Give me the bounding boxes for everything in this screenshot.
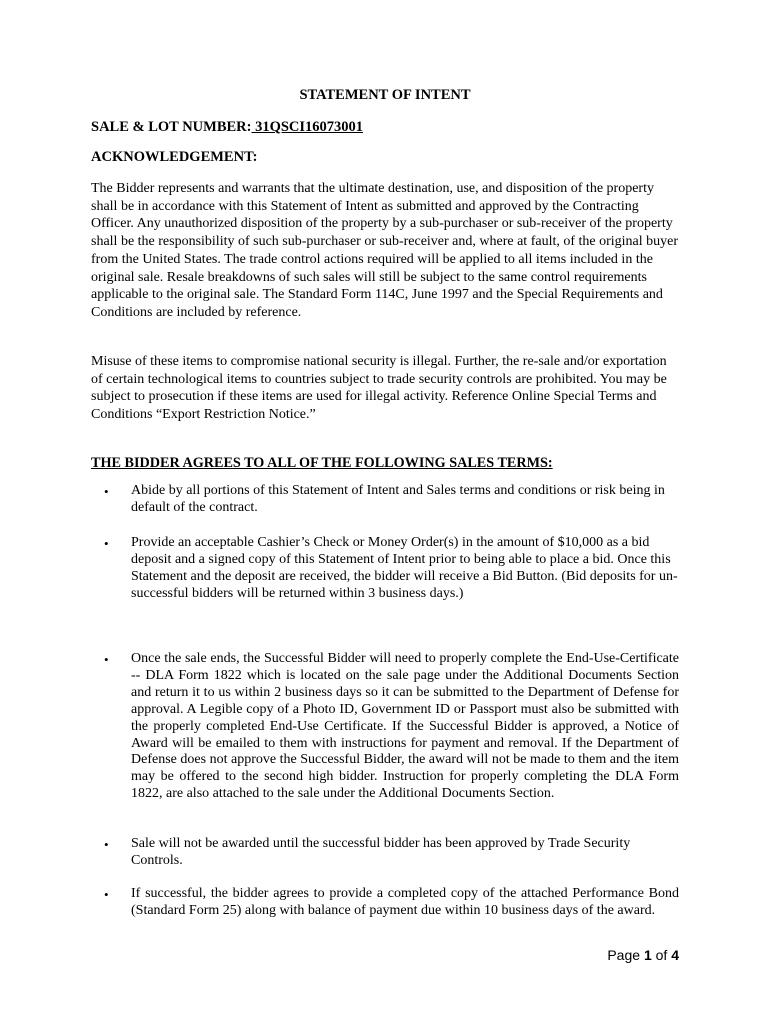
page-number-footer (607, 946, 679, 964)
bullet-icon: • (104, 652, 109, 667)
sales-terms-heading: THE BIDDER AGREES TO ALL OF THE FOLLOWING SALES TERMS: (91, 455, 553, 471)
sale-lot-number: 31QSCI16073001 (251, 119, 364, 135)
bullet-icon: • (104, 887, 109, 902)
document-title: STATEMENT OF INTENT (299, 87, 471, 103)
current-page-number: 1 (643, 947, 652, 963)
term-text: Sale will not be awarded until the successful bidder has been approved by Trade Security Controls. (131, 836, 631, 868)
term-text: Abide by all portions of this Statement of Intent and Sales terms and conditions or risk being in default of the contract. (131, 483, 665, 515)
sale-lot-line (91, 118, 363, 136)
total-pages-number: 4 (671, 947, 679, 963)
of-word: of (651, 947, 672, 963)
sale-lot-label: SALE & LOT NUMBER: (91, 119, 252, 135)
bullet-icon: • (104, 484, 109, 499)
bullet-icon: • (104, 837, 109, 852)
misuse-paragraph: Misuse of these items to compromise national security is illegal. Further, the re-sale and/or exportation of certain technological items to countries subject to trade security controls are prohibited. You may be subject to prosecution if these items are used for illegal activity. Reference Online Special Terms and Conditions “Export Restriction Notice.” (91, 354, 667, 423)
term-text: Once the sale ends, the Successful Bidder will need to properly complete the End-Use-Certificate -- DLA Form 1822 which is located on the sale page under the Additional Documents Section and return it to us within 2 business days so it can be submitted to the Department of Defense for approval. A Legible copy of a Photo ID, Government ID or Passport must also be submitted with the properly completed End-Use Certificate. If the Successful Bidder is approved, a Notice of Award will be emailed to them with instructions for payment and removal. If the Department of Defense does not approve the Successful Bidder, the award will not be made to them and the item may be offered to the second high bidder. Instruction for properly completing the DLA Form 1822, are also attached to the sale under the Additional Documents Section. (131, 651, 679, 802)
warranty-paragraph: The Bidder represents and warrants that the ultimate destination, use, and disposition of the property shall be in accordance with this Statement of Intent as submitted and approved by the Contracting Officer. Any unauthorized disposition of the property by a sub-purchaser or sub-receiver of the property shall be the responsibility of such sub-purchaser or sub-receiver and, where at fault, of the original buyer from the United States. The trade control actions required will be applied to all items included in the original sale. Resale breakdowns of such sales will still be subject to the same control requirements applicable to the original sale. The Standard Form 114C, June 1997 and the Special Requirements and Conditions are included by reference. (91, 181, 679, 320)
acknowledgement-heading: ACKNOWLEDGEMENT: (91, 149, 258, 165)
term-text: If successful, the bidder agrees to provide a completed copy of the attached Performance Bond (Standard Form 25) along with balance of payment due within 10 business days of the award. (131, 886, 679, 918)
bullet-icon: • (104, 536, 109, 551)
term-text: Provide an acceptable Cashier’s Check or Money Order(s) in the amount of $10,000 as a bid deposit and a signed copy of this Statement of Intent prior to being able to place a bid. Once this Statement and the deposit are received, the bidder will receive a Bid Button. (Bid deposits for un-successful bidders will be returned within 3 business days.) (131, 535, 678, 601)
page-word: Page (607, 947, 644, 963)
